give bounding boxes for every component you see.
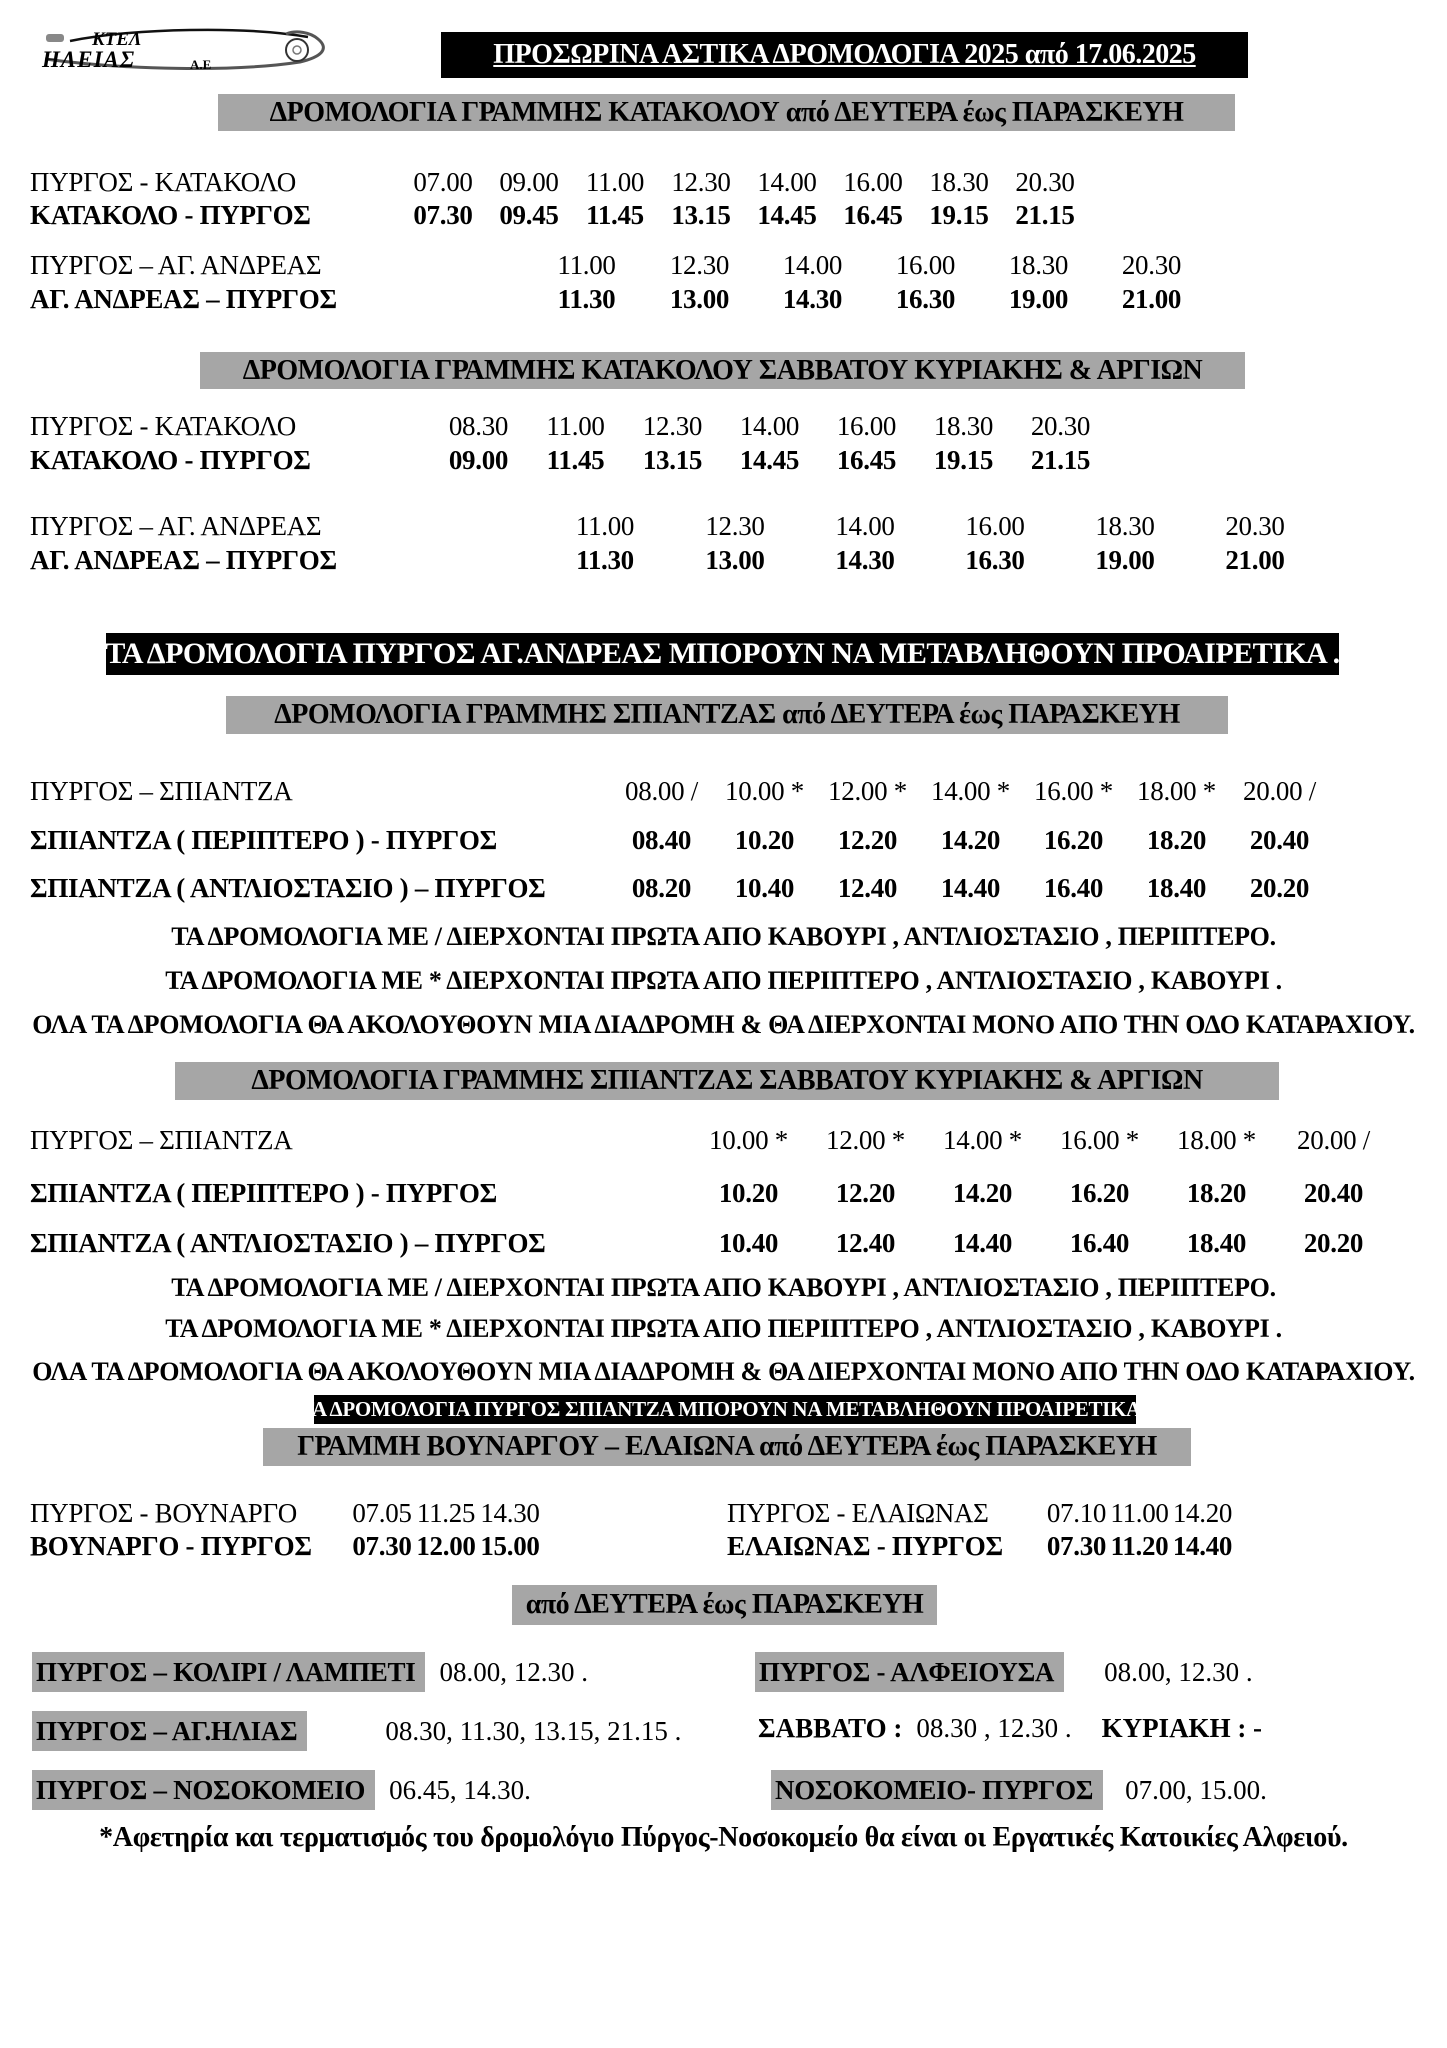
heading-katakolo-weekend [200,352,1245,389]
time-value: 20.20 [1249,873,1310,903]
time-value: 10.40 [734,873,795,903]
time-value: 18.00 * [1177,1125,1256,1155]
time-value: 12.20 [837,825,898,855]
time-value: 19.15 [933,445,994,475]
time-value: 10.40 [718,1228,779,1258]
time-value: 14.20 [1172,1498,1233,1528]
route-label: ΑΓ. ΑΝΔΡΕΑΣ – ΠΥΡΓΟΣ [30,545,337,575]
time-value: 14.00 [739,411,800,441]
time-value: 15.00 [480,1531,540,1561]
heading-text: από ΔΕΥΤΕΡΑ έως ΠΑΡΑΣΚΕΥΗ [525,1589,924,1620]
heading-spiantza-weekend [175,1062,1279,1100]
schedule-row [30,1530,542,1563]
heading-katakolo-weekday [218,94,1235,131]
route-label-highlighted: ΠΥΡΓΟΣ – ΑΓ.ΗΛΙΑΣ [32,1711,307,1751]
time-value: 16.40 [1069,1228,1130,1258]
route-label: ΠΥΡΓΟΣ – ΑΓ. ΑΝΔΡΕΑΣ [30,250,322,280]
ktel-ileias-logo [40,26,350,74]
time-value: 10.00 * [709,1125,788,1155]
time-value: 18.30 [1008,250,1069,280]
time-value: 10.20 [718,1178,779,1208]
notice-agandreas [106,633,1339,675]
local-line-row [32,1652,588,1692]
time-value: 10.00 * [725,776,804,806]
route-times: 08.30, 11.30, 13.15, 21.15 . [385,1716,682,1746]
time-value: 11.30 [576,545,634,575]
logo-flag-mark [46,34,64,42]
time-value: 12.00 * [826,1125,905,1155]
route-times: 08.00, 12.30 . [1104,1657,1253,1687]
route-label: ΚΑΤΑΚΟΛΟ - ΠΥΡΓΟΣ [30,200,311,230]
time-value: 19.15 [929,200,989,230]
time-value: 16.30 [895,284,956,314]
route-label-highlighted: ΠΥΡΓΟΣ – ΚΟΛΙΡΙ / ΛΑΜΠΕΤΙ [32,1652,425,1692]
schedule-row [30,1497,542,1530]
time-value: 21.15 [1030,445,1091,475]
route-times [610,775,1331,808]
route-label: ΣΠΙΑΝΤΖΑ ( ΠΕΡΙΠΤΕΡΟ ) - ΠΥΡΓΟΣ [30,1178,497,1208]
route-label: ΠΥΡΓΟΣ – ΣΠΙΑΝΤΖΑ [30,776,293,806]
time-value: 08.30 [448,411,509,441]
sunday-label: ΚΥΡΙΑΚΗ : - [1101,1713,1263,1743]
time-value: 20.40 [1249,825,1310,855]
time-value: 07.30 [413,200,473,230]
route-times [350,1497,542,1530]
time-value: 16.30 [965,545,1025,575]
schedule-row [30,872,1331,905]
logo-text-ktel: ΚΤΕΛ [92,29,142,50]
heading-weekday-local [512,1585,937,1625]
route-label: ΣΠΙΑΝΤΖΑ ( ΑΝΤΛΙΟΣΤΑΣΙΟ ) – ΠΥΡΓΟΣ [30,873,546,903]
schedule-row [30,1177,1392,1210]
route-times [1045,1497,1234,1530]
time-value: 20.00 / [1243,776,1316,806]
time-value: 16.00 [895,250,956,280]
time-value: 16.00 [836,411,897,441]
time-value: 12.40 [835,1228,896,1258]
title-bar [443,34,1246,76]
time-value: 21.15 [1015,200,1075,230]
schedule-row [30,283,1208,316]
heading-spiantza-weekday [226,696,1228,734]
time-value: 18.30 [929,167,989,197]
time-value: 20.00 / [1297,1125,1370,1155]
time-value: 14.00 [757,167,817,197]
logo-wheel-hub-icon [293,46,301,54]
notice-text: ΤΑ ΔΡΟΜΟΛΟΓΙΑ ΠΥΡΓΟΣ ΑΓ.ΑΝΔΡΕΑΣ ΜΠΟΡΟΥΝ ΝΑ ΜΕΤΑΒΛΗΘΟΥΝ ΠΡΟΑΙΡΕΤΙΚΑ . [105,637,1340,670]
time-value: 20.40 [1303,1178,1364,1208]
time-value: 21.00 [1121,284,1182,314]
schedule-row [30,775,1331,808]
time-value: 20.30 [1030,411,1091,441]
route-times [530,249,1208,282]
time-value: 18.30 [1095,511,1155,541]
local-line-row [32,1770,531,1810]
footnote: *Αφετηρία και τερματισμός του δρομολόγιο Πύργος-Νοσοκομείο θα είναι οι Εργατικές Κατοικίες Αλφειού. [99,1822,1348,1853]
time-value: 16.45 [843,200,903,230]
time-value: 13.00 [669,284,730,314]
time-value: 12.30 [671,167,731,197]
time-value: 20.20 [1303,1228,1364,1258]
route-label: ΠΥΡΓΟΣ - ΚΑΤΑΚΟΛΟ [30,411,296,441]
note-slash: ΤΑ ΔΡΟΜΟΛΟΓΙΑ ΜΕ / ΔΙΕΡΧΟΝΤΑΙ ΠΡΩΤΑ ΑΠΟ ΚΑΒΟΥΡΙ , ΑΝΤΛΙΟΣΤΑΣΙΟ , ΠΕΡΙΠΤΕΡΟ. [171,1273,1276,1302]
time-value: 20.30 [1225,511,1285,541]
note-asterisk: ΤΑ ΔΡΟΜΟΛΟΓΙΑ ΜΕ * ΔΙΕΡΧΟΝΤΑΙ ΠΡΩΤΑ ΑΠΟ ΠΕΡΙΠΤΕΡΟ , ΑΝΤΛΙΟΣΤΑΣΙΟ , ΚΑΒΟΥΡΙ . [165,966,1282,995]
route-label: ΕΛΑΙΩΝΑΣ - ΠΥΡΓΟΣ [727,1531,1003,1561]
time-value: 14.00 [782,250,843,280]
time-value: 14.45 [739,445,800,475]
route-times [610,872,1331,905]
time-value: 13.15 [642,445,703,475]
note-route: ΟΛΑ ΤΑ ΔΡΟΜΟΛΟΓΙΑ ΘΑ ΑΚΟΛΟΥΘΟΥΝ ΜΙΑ ΔΙΑΔΡΟΜΗ & ΘΑ ΔΙΕΡΧΟΝΤΑΙ ΜΟΝΟ ΑΠΟ ΤΗΝ ΟΔΟ ΚΑΤΑΡΑΧΙΟΥ. [32,1357,1415,1386]
route-label-highlighted: ΠΥΡΓΟΣ - ΑΛΦΕΙΟΥΣΑ [755,1652,1064,1692]
time-value: 09.00 [448,445,509,475]
time-value: 14.30 [835,545,895,575]
heading-text: ΔΡΟΜΟΛΟΓΙΑ ΓΡΑΜΜΗΣ ΚΑΤΑΚΟΛΟΥ ΣΑΒΒΑΤΟΥ ΚΥΡΙΑΚΗΣ & ΑΡΓΙΩΝ [242,354,1203,386]
route-label: ΠΥΡΓΟΣ - ΕΛΑΙΩΝΑΣ [727,1498,989,1528]
route-label: ΠΥΡΓΟΣ – ΣΠΙΑΝΤΖΑ [30,1125,293,1155]
logo-text-ileias: ΗΛΕΙΑΣ [42,47,136,72]
saturday-label: ΣΑΒΒΑΤΟ : [758,1713,903,1743]
time-value: 09.00 [499,167,559,197]
schedule-row [30,1124,1392,1157]
time-value: 11.25 [416,1498,476,1528]
time-value: 12.00 [416,1531,476,1561]
route-label-highlighted: ΝΟΣΟΚΟΜΕΙΟ- ΠΥΡΓΟΣ [771,1770,1103,1810]
logo-wheel-icon [286,39,308,61]
time-value: 13.00 [705,545,765,575]
heading-text: ΔΡΟΜΟΛΟΓΙΑ ΓΡΑΜΜΗΣ ΚΑΤΑΚΟΛΟΥ από ΔΕΥΤΕΡΑ έως ΠΑΡΑΣΚΕΥΗ [269,96,1184,128]
time-value: 11.00 [546,411,605,441]
time-value: 12.40 [837,873,898,903]
time-value: 14.00 * [931,776,1010,806]
time-value: 11.20 [1110,1531,1169,1561]
route-times [690,1124,1392,1157]
schedule-row [727,1530,1234,1563]
route-label-highlighted: ΠΥΡΓΟΣ – ΝΟΣΟΚΟΜΕΙΟ [32,1770,375,1810]
time-value: 18.20 [1186,1178,1247,1208]
time-value: 12.20 [835,1178,896,1208]
schedule-row [30,166,1088,199]
notice-spiantza [300,1395,1150,1424]
time-value: 13.15 [671,200,731,230]
time-value: 18.40 [1146,873,1207,903]
route-label: ΑΓ. ΑΝΔΡΕΑΣ – ΠΥΡΓΟΣ [30,284,337,314]
time-value: 14.45 [757,200,817,230]
time-value: 14.40 [1172,1531,1233,1561]
time-value: 16.00 [965,511,1025,541]
note-asterisk: ΤΑ ΔΡΟΜΟΛΟΓΙΑ ΜΕ * ΔΙΕΡΧΟΝΤΑΙ ΠΡΩΤΑ ΑΠΟ ΠΕΡΙΠΤΕΡΟ , ΑΝΤΛΙΟΣΤΑΣΙΟ , ΚΑΒΟΥΡΙ . [165,1314,1282,1343]
heading-vounargo-elaiona [263,1428,1191,1466]
time-value: 14.20 [952,1178,1013,1208]
time-value: 19.00 [1095,545,1155,575]
local-line-row [755,1652,1253,1692]
time-value: 08.00 / [625,776,698,806]
route-times: 06.45, 14.30. [389,1775,531,1805]
notice-text: ΤΑ ΔΡΟΜΟΛΟΓΙΑ ΠΥΡΓΟΣ ΣΠΙΑΝΤΖΑ ΜΠΟΡΟΥΝ ΝΑ ΜΕΤΑΒΛΗΘΟΥΝ ΠΡΟΑΙΡΕΤΙΚΑ . [300,1397,1150,1421]
schedule-row [30,444,1109,477]
time-value: 18.40 [1186,1228,1247,1258]
schedule-row [30,824,1331,857]
time-value: 07.00 [413,167,473,197]
schedule-row [30,1227,1392,1260]
route-times [1045,1530,1234,1563]
time-value: 11.00 [575,511,635,541]
time-value: 18.20 [1146,825,1207,855]
time-value: 16.20 [1069,1178,1130,1208]
time-value: 07.05 [352,1498,412,1528]
time-value: 16.00 * [1034,776,1113,806]
local-line-row [32,1711,681,1751]
time-value: 18.30 [933,411,994,441]
heading-text: ΓΡΑΜΜΗ ΒΟΥΝΑΡΓΟΥ – ΕΛΑΙΩΝΑ από ΔΕΥΤΕΡΑ έως ΠΑΡΑΣΚΕΥΗ [297,1431,1157,1462]
route-label: ΠΥΡΓΟΣ - ΚΑΤΑΚΟΛΟ [30,167,296,197]
schedule-row [727,1497,1234,1530]
logo-text-ae: Α.Ε [190,57,212,72]
route-times: 08.00, 12.30 . [439,1657,588,1687]
time-value: 07.30 [1046,1531,1107,1561]
time-value: 12.30 [642,411,703,441]
schedule-row [30,410,1109,443]
time-value: 07.10 [1046,1498,1107,1528]
time-value: 14.30 [782,284,843,314]
time-value: 14.00 [835,511,895,541]
time-value: 08.20 [631,873,692,903]
time-value: 12.30 [669,250,730,280]
local-line-row [758,1711,1262,1745]
route-label: ΣΠΙΑΝΤΖΑ ( ΑΝΤΛΙΟΣΤΑΣΙΟ ) – ΠΥΡΓΟΣ [30,1228,546,1258]
time-value: 11.45 [586,200,644,230]
time-value: 16.45 [836,445,897,475]
route-times [400,166,1088,199]
heading-text: ΔΡΟΜΟΛΟΓΙΑ ΓΡΑΜΜΗΣ ΣΠΙΑΝΤΖΑΣ από ΔΕΥΤΕΡΑ έως ΠΑΡΑΣΚΕΥΗ [274,699,1180,730]
time-value: 12.30 [705,511,765,541]
route-times [530,283,1208,316]
route-times [610,824,1331,857]
time-value: 08.40 [631,825,692,855]
time-value: 14.30 [480,1498,540,1528]
route-label: ΒΟΥΝΑΡΓΟ - ΠΥΡΓΟΣ [30,1531,312,1561]
time-value: 14.40 [952,1228,1013,1258]
time-value: 11.30 [557,284,616,314]
schedule-row [30,199,1088,232]
schedule-row [30,510,1320,543]
time-value: 14.00 * [943,1125,1022,1155]
time-value: 14.20 [940,825,1001,855]
saturday-times: 08.30 , 12.30 . [916,1713,1072,1743]
time-value: 11.00 [585,167,645,197]
route-times [540,510,1320,543]
time-value: 11.00 [1110,1498,1169,1528]
route-times [350,1530,542,1563]
note-slash: ΤΑ ΔΡΟΜΟΛΟΓΙΑ ΜΕ / ΔΙΕΡΧΟΝΤΑΙ ΠΡΩΤΑ ΑΠΟ ΚΑΒΟΥΡΙ , ΑΝΤΛΙΟΣΤΑΣΙΟ , ΠΕΡΙΠΤΕΡΟ. [171,922,1276,951]
route-times [430,444,1109,477]
route-label: ΣΠΙΑΝΤΖΑ ( ΠΕΡΙΠΤΕΡΟ ) - ΠΥΡΓΟΣ [30,825,497,855]
time-value: 14.40 [940,873,1001,903]
route-label: ΠΥΡΓΟΣ – ΑΓ. ΑΝΔΡΕΑΣ [30,511,322,541]
time-value: 09.45 [499,200,559,230]
time-value: 16.00 [843,167,903,197]
route-times: 07.00, 15.00. [1125,1775,1267,1805]
route-times [430,410,1109,443]
time-value: 18.00 * [1137,776,1216,806]
route-times [690,1177,1392,1210]
heading-text: ΔΡΟΜΟΛΟΓΙΑ ΓΡΑΜΜΗΣ ΣΠΙΑΝΤΖΑΣ ΣΑΒΒΑΤΟΥ ΚΥΡΙΑΚΗΣ & ΑΡΓΙΩΝ [251,1065,1203,1096]
time-value: 20.30 [1121,250,1182,280]
note-route: ΟΛΑ ΤΑ ΔΡΟΜΟΛΟΓΙΑ ΘΑ ΑΚΟΛΟΥΘΟΥΝ ΜΙΑ ΔΙΑΔΡΟΜΗ & ΘΑ ΔΙΕΡΧΟΝΤΑΙ ΜΟΝΟ ΑΠΟ ΤΗΝ ΟΔΟ ΚΑΤΑΡΑΧΙΟΥ. [32,1010,1415,1039]
route-times [540,544,1320,577]
time-value: 21.00 [1225,545,1285,575]
time-value: 16.20 [1043,825,1104,855]
time-value: 19.00 [1008,284,1069,314]
route-label: ΚΑΤΑΚΟΛΟ - ΠΥΡΓΟΣ [30,445,311,475]
time-value: 20.30 [1015,167,1075,197]
page-title: ΠΡΟΣΩΡΙΝΑ ΑΣΤΙΚΑ ΔΡΟΜΟΛΟΓΙΑ 2025 από 17.06.2025 [493,39,1196,70]
route-times [690,1227,1392,1260]
time-value: 16.00 * [1060,1125,1139,1155]
time-value: 10.20 [734,825,795,855]
time-value: 11.00 [557,250,616,280]
route-times [400,199,1088,232]
time-value: 12.00 * [828,776,907,806]
schedule-row [30,249,1208,282]
local-line-row [771,1770,1267,1810]
time-value: 16.40 [1043,873,1104,903]
route-label: ΠΥΡΓΟΣ - ΒΟΥΝΑΡΓΟ [30,1498,298,1528]
time-value: 07.30 [352,1531,412,1561]
time-value: 11.45 [546,445,605,475]
schedule-row [30,544,1320,577]
